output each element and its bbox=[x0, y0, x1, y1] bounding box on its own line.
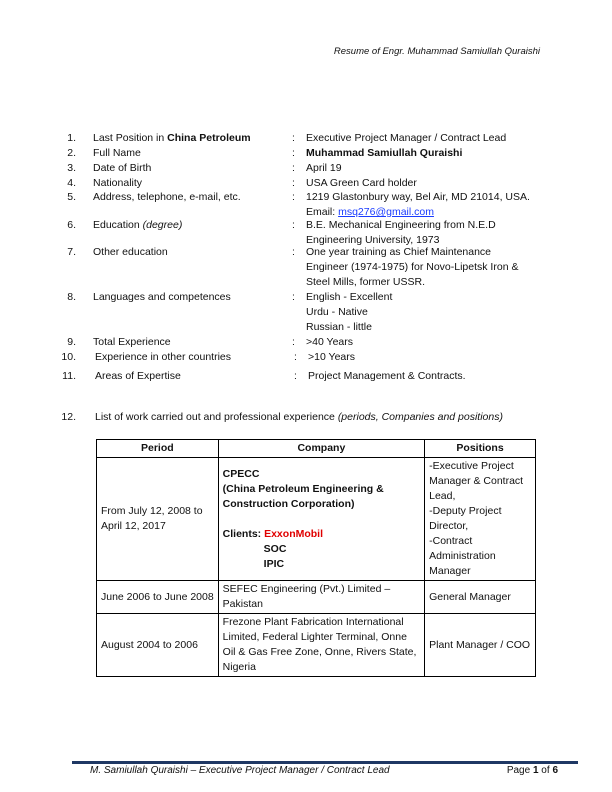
header-company: Company bbox=[218, 440, 424, 458]
item-number: 4. bbox=[67, 177, 76, 189]
colon: : bbox=[292, 336, 295, 348]
item-label: Education (degree) bbox=[93, 219, 183, 231]
colon: : bbox=[292, 246, 295, 258]
item-label: Total Experience bbox=[93, 336, 171, 348]
colon: : bbox=[292, 162, 295, 174]
item-value: April 19 bbox=[306, 162, 342, 174]
period-cell: From July 12, 2008 to April 12, 2017 bbox=[97, 458, 219, 581]
colon: : bbox=[294, 351, 297, 363]
email-link[interactable]: msq276@gmail.com bbox=[338, 206, 434, 218]
item-number: 9. bbox=[67, 336, 76, 348]
footer-rule bbox=[72, 761, 578, 764]
item-label: Last Position in China Petroleum bbox=[93, 132, 251, 144]
positions-cell: Plant Manager / COO bbox=[425, 614, 536, 677]
item-label: Experience in other countries bbox=[95, 351, 231, 363]
company-cell: CPECC (China Petroleum Engineering & Construction Corporation) Clients: ExxonMobil SOC IPIC bbox=[218, 458, 424, 581]
item-value: >10 Years bbox=[308, 351, 356, 363]
colon: : bbox=[292, 291, 295, 303]
item-number: 10. bbox=[61, 351, 76, 363]
experience-table bbox=[96, 439, 536, 677]
header-period: Period bbox=[97, 440, 219, 458]
item-number: 5. bbox=[67, 191, 76, 203]
client-exxonmobil: ExxonMobil bbox=[264, 527, 324, 540]
item-value: >40 Years bbox=[306, 336, 354, 348]
page-header: Resume of Engr. Muhammad Samiullah Quraishi bbox=[333, 46, 540, 57]
item-value: English - Excellent Urdu - Native Russian - little bbox=[306, 291, 393, 333]
colon: : bbox=[294, 370, 297, 382]
item-label: Full Name bbox=[93, 147, 141, 159]
table-row bbox=[97, 458, 536, 581]
item-label: Other education bbox=[93, 246, 168, 258]
colon: : bbox=[292, 177, 295, 189]
colon: : bbox=[292, 191, 295, 203]
page-number: Page 1 of 6 bbox=[506, 765, 558, 776]
period-cell: June 2006 to June 2008 bbox=[97, 581, 219, 614]
header-positions: Positions bbox=[425, 440, 536, 458]
item-value: One year training as Chief Maintenance Engineer (1974-1975) for Novo-Lipetsk Iron & Steel Mills, former USSR. bbox=[306, 246, 519, 288]
item-label: Address, telephone, e-mail, etc. bbox=[93, 191, 241, 203]
item-value: Project Management & Contracts. bbox=[308, 370, 466, 382]
company-cell: SEFEC Engineering (Pvt.) Limited – Pakistan bbox=[218, 581, 424, 614]
item-label: Date of Birth bbox=[93, 162, 152, 174]
table-header-row bbox=[97, 440, 536, 458]
table-row bbox=[97, 614, 536, 677]
colon: : bbox=[292, 132, 295, 144]
item-number: 11. bbox=[62, 370, 76, 382]
item-number: 3. bbox=[67, 162, 76, 174]
item-value: B.E. Mechanical Engineering from N.E.D Engineering University, 1973 bbox=[306, 219, 496, 246]
item-value: Muhammad Samiullah Quraishi bbox=[306, 147, 463, 159]
item-number: 8. bbox=[67, 291, 76, 303]
table-row bbox=[97, 581, 536, 614]
item-value: 1219 Glastonbury way, Bel Air, MD 21014, USA. Email: msq276@gmail.com bbox=[306, 191, 530, 218]
period-cell: August 2004 to 2006 bbox=[97, 614, 219, 677]
company-cell: Frezone Plant Fabrication International Limited, Federal Lighter Terminal, Onne Oil & Gas Free Zone, Onne, Rivers State, Nigeria bbox=[218, 614, 424, 677]
colon: : bbox=[292, 147, 295, 159]
item-value: Executive Project Manager / Contract Lead bbox=[306, 132, 507, 144]
item-number: 2. bbox=[67, 147, 76, 159]
colon: : bbox=[292, 219, 295, 231]
item-label: Nationality bbox=[93, 177, 143, 189]
item-number: 6. bbox=[67, 219, 76, 231]
item-label: Areas of Expertise bbox=[95, 370, 181, 382]
item-number: 7. bbox=[67, 246, 76, 258]
item-label: Languages and competences bbox=[93, 291, 231, 303]
positions-cell: General Manager bbox=[425, 581, 536, 614]
positions-cell: -Executive Project Manager & Contract Lead, -Deputy Project Director, -Contract Administration Manager bbox=[425, 458, 536, 581]
item-value: USA Green Card holder bbox=[306, 177, 417, 189]
item-number: 1. bbox=[67, 132, 76, 144]
footer-text: M. Samiullah Quraishi – Executive Project Manager / Contract Lead bbox=[90, 765, 390, 776]
